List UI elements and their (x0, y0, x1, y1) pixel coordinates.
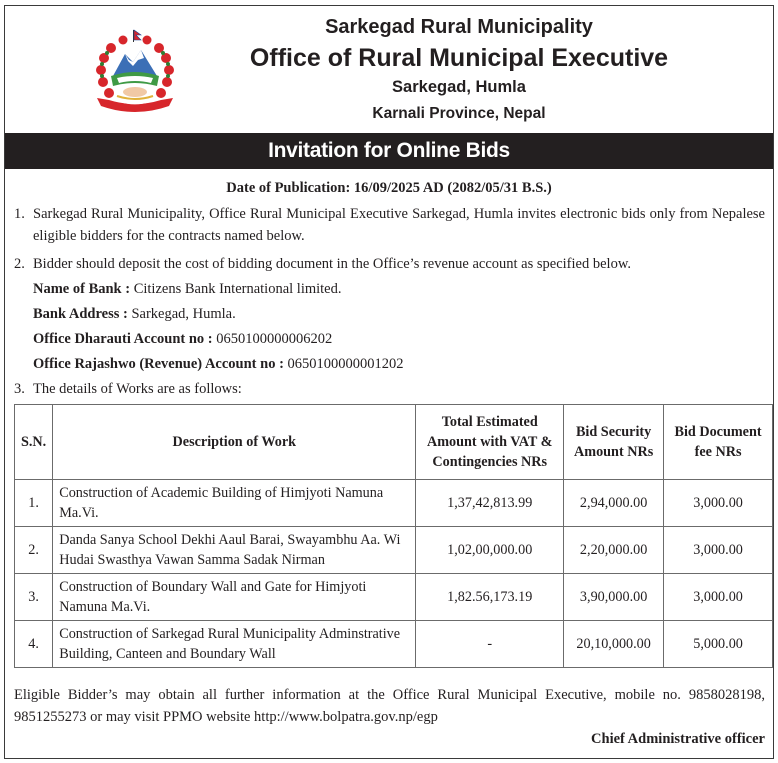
cell-description: Construction of Boundary Wall and Gate for Himjyoti Namuna Ma.Vi. (53, 574, 416, 621)
col-header-description: Description of Work (53, 405, 416, 480)
cell-description: Danda Sanya School Dekhi Aaul Barai, Swayambhu Aa. Wi Hudai Swasthya Vawan Samma Sadak Nirman (53, 527, 416, 574)
signatory-title: Chief Administrative officer (591, 731, 765, 747)
col-header-sn: S.N. (15, 405, 53, 480)
dharauti-account (33, 328, 332, 350)
item-1 (14, 203, 765, 247)
dharauti-account-value: 0650100000006202 (212, 331, 333, 347)
notice-title-band: Invitation for Online Bids (5, 133, 773, 169)
col-header-security: Bid Security Amount NRs (564, 405, 664, 480)
cell-security: 3,90,000.00 (564, 574, 664, 621)
bank-name-value: Citizens Bank International limited. (130, 281, 342, 297)
office-location: Sarkegad, Humla (392, 78, 526, 96)
municipality-name: Sarkegad Rural Municipality (325, 16, 593, 38)
bank-address-value: Sarkegad, Humla. (127, 306, 236, 322)
cell-description: Construction of Academic Building of Himjyoti Namuna Ma.Vi. (53, 480, 416, 527)
publication-date: Date of Publication: 16/09/2025 AD (2082/05/31 B.S.) (226, 180, 552, 196)
office-province: Karnali Province, Nepal (372, 105, 546, 122)
item-number: 2. (14, 256, 25, 272)
table-row (15, 574, 773, 621)
item-text: Sarkegad Rural Municipality, Office Rural Municipal Executive Sarkegad, Humla invites electronic bids only from Nepalese eligible bidders for the contracts named below. (33, 206, 765, 244)
cell-sn: 4. (15, 621, 53, 668)
table-row (15, 527, 773, 574)
cell-estimate: 1,02,00,000.00 (416, 527, 564, 574)
col-header-estimate: Total Estimated Amount with VAT & Contingencies NRs (416, 405, 564, 480)
item-text: Bidder should deposit the cost of bidding document in the Office’s revenue account as specified below. (33, 256, 631, 272)
item-number: 3. (14, 381, 25, 397)
rajashwo-account-label: Office Rajashwo (Revenue) Account no : (33, 356, 284, 372)
cell-estimate: 1,82.56,173.19 (416, 574, 564, 621)
cell-sn: 1. (15, 480, 53, 527)
item-2 (14, 253, 765, 275)
dharauti-account-label: Office Dharauti Account no : (33, 331, 213, 347)
cell-estimate: 1,37,42,813.99 (416, 480, 564, 527)
bank-address (33, 303, 236, 325)
bank-address-label: Bank Address : (33, 306, 128, 322)
rajashwo-account-value: 0650100000001202 (283, 356, 404, 372)
item-3 (14, 378, 765, 400)
cell-fee: 3,000.00 (664, 527, 773, 574)
bank-name-label: Name of Bank : (33, 281, 131, 297)
rajashwo-account (33, 353, 404, 375)
table-header-row (15, 405, 773, 480)
notice-header (5, 6, 773, 133)
table-row (15, 621, 773, 668)
bank-name (33, 278, 342, 300)
cell-fee: 3,000.00 (664, 480, 773, 527)
item-number: 1. (14, 206, 25, 222)
cell-security: 2,94,000.00 (564, 480, 664, 527)
cell-sn: 2. (15, 527, 53, 574)
cell-description: Construction of Sarkegad Rural Municipality Adminstrative Building, Canteen and Boundary Wall (53, 621, 416, 668)
bid-notice-page (4, 5, 774, 759)
col-header-fee: Bid Document fee NRs (664, 405, 773, 480)
item-text: The details of Works are as follows: (33, 381, 242, 397)
cell-fee: 3,000.00 (664, 574, 773, 621)
table-row (15, 480, 773, 527)
office-name: Office of Rural Municipal Executive (249, 44, 669, 72)
cell-sn: 3. (15, 574, 53, 621)
cell-fee: 5,000.00 (664, 621, 773, 668)
cell-security: 2,20,000.00 (564, 527, 664, 574)
cell-security: 20,10,000.00 (564, 621, 664, 668)
further-information: Eligible Bidder’s may obtain all further information at the Office Rural Municipal Executive, mobile no. 9858028198, 9851255273 or may visit PPMO website http://www.bolpatra.gov.np/egp (14, 687, 765, 725)
works-table (14, 404, 773, 668)
cell-estimate: - (416, 621, 564, 668)
